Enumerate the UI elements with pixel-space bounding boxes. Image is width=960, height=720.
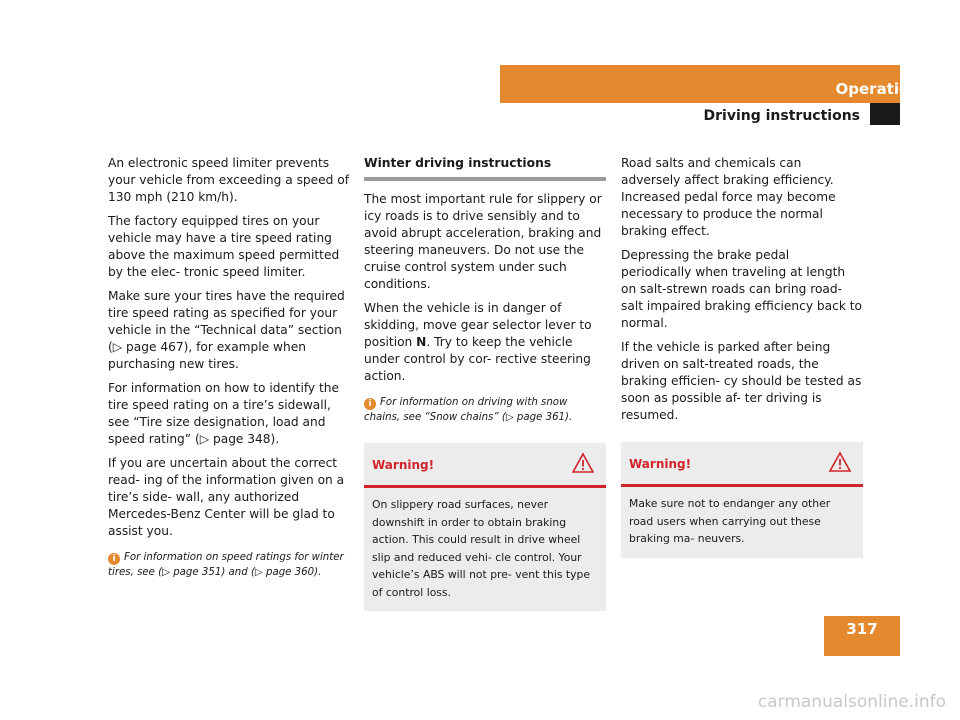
warning-title: Warning! — [372, 458, 435, 472]
warning-box — [621, 442, 863, 558]
info-note — [108, 550, 350, 580]
paragraph: The factory equipped tires on your vehicle may have a tire speed rating above the maximum speed permitted by the elec- tronic speed limiter. — [108, 214, 340, 279]
info-icon: i — [108, 553, 120, 565]
warning-title: Warning! — [629, 457, 692, 471]
subsection-title: Driving instructions — [703, 108, 860, 124]
warning-header — [364, 443, 606, 488]
info-text: For information on speed ratings for winter tires, see (▷ page 351) and (▷ page 360). — [108, 552, 344, 578]
paragraph: Road salts and chemicals can adversely affect braking efficiency. Increased pedal force may become necessary to produce the normal braking effect. — [621, 156, 836, 238]
paragraph: For information on how to identify the tire speed rating on a tire’s sidewall, see “Tire size designation, load and speed rating” (▷ page 348). — [108, 381, 339, 446]
paragraph: Depressing the brake pedal periodically when traveling at length on salt-strewn roads can bring road-salt impaired braking efficiency back to normal. — [621, 248, 863, 330]
watermark: carmanualsonline.info — [757, 692, 946, 712]
paragraph-text: . Try to keep the vehicle under control by cor- rective steering action. — [364, 335, 591, 383]
page-number: 317 — [846, 620, 878, 638]
warning-header — [621, 442, 863, 487]
warning-box — [364, 443, 606, 611]
paragraph: If the vehicle is parked after being driven on salt-treated roads, the braking efficien- cy should be tested as soon as possible af- ter driving is resumed. — [621, 340, 862, 422]
gear-position: N — [416, 335, 427, 349]
paragraph — [364, 300, 606, 385]
paragraph: The most important rule for slippery or icy roads is to drive sensibly and to avoid abrupt acceleration, braking and steering maneuvers. Do not use the cruise control system under such conditions. — [364, 192, 602, 291]
column-2 — [364, 155, 606, 611]
header-marker — [870, 103, 900, 125]
paragraph: An electronic speed limiter prevents your vehicle from exceeding a speed of 130 mph (210 km/h). — [108, 156, 350, 204]
section-heading: Winter driving instructions — [364, 155, 606, 181]
warning-body: Make sure not to endanger any other road users when carrying out these braking ma- neuvers. — [629, 497, 831, 545]
paragraph: Make sure your tires have the required tire speed rating as specified for your vehicle in the “Technical data” section (▷ page 467), for example when purchasing new tires. — [108, 289, 345, 371]
column-3 — [621, 155, 863, 558]
paragraph: If you are uncertain about the correct read- ing of the information given on a tire’s side- wall, any authorized Mercedes-Benz Center will be glad to assist you. — [108, 456, 345, 538]
warning-body: On slippery road surfaces, never downshift in order to obtain braking action. This could result in drive wheel slip and reduced vehi- cle control. Your vehicle’s ABS will not pre- vent this type of control loss. — [372, 498, 591, 599]
warning-triangle-icon — [572, 452, 594, 474]
section-title: Operation — [835, 80, 920, 98]
info-note — [364, 395, 606, 425]
paragraph-text: When the vehicle is in danger of skidding, move gear selector lever to position — [364, 301, 592, 349]
info-icon: i — [364, 398, 376, 410]
warning-triangle-icon — [829, 451, 851, 473]
info-text: For information on driving with snow chains, see “Snow chains” (▷ page 361). — [364, 397, 573, 423]
column-1 — [108, 155, 350, 580]
